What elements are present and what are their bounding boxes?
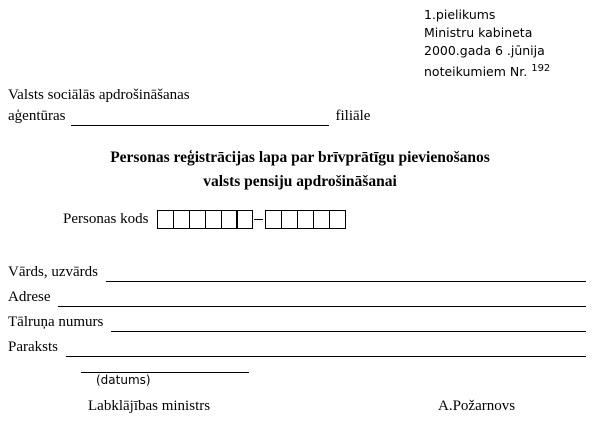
field-label-signature: Paraksts (8, 339, 58, 355)
page-title-line-1: Personas reģistrācijas lapa par brīvprātīgu pievienošanos (110, 149, 490, 166)
agency-line-2: aģentūras (8, 108, 66, 124)
code-box[interactable] (157, 210, 174, 229)
annex-block (424, 6, 550, 81)
code-box[interactable] (205, 210, 222, 229)
personal-code-row (63, 210, 344, 229)
field-input-name[interactable] (106, 265, 586, 282)
code-separator-dash (254, 219, 263, 220)
code-box[interactable] (173, 210, 190, 229)
field-row-address (8, 282, 592, 307)
personal-code-input[interactable] (157, 210, 344, 229)
code-box[interactable] (221, 210, 238, 229)
annex-regulation-label: noteikumiem Nr. (424, 64, 532, 80)
annex-line-2: Ministru kabineta (424, 25, 533, 40)
branch-label: filiāle (335, 108, 371, 124)
code-box[interactable] (265, 210, 282, 229)
code-box[interactable] (329, 210, 346, 229)
code-box[interactable] (189, 210, 206, 229)
minister-position: Labklājības ministrs (88, 398, 211, 414)
field-input-phone[interactable] (111, 315, 586, 332)
code-box[interactable] (297, 210, 314, 229)
page-title-line-2: valsts pensiju apdrošināšanai (203, 173, 397, 190)
personal-code-label: Personas kods (63, 211, 149, 227)
code-box[interactable] (313, 210, 330, 229)
form-fields (8, 257, 592, 357)
field-label-address: Adrese (8, 289, 51, 305)
agency-branch-row (8, 106, 370, 126)
field-row-signature (8, 332, 592, 357)
field-row-phone (8, 307, 592, 332)
agency-line-1: Valsts sociālās apdrošināšanas (8, 87, 190, 103)
page-title (0, 146, 600, 194)
code-box[interactable] (236, 210, 253, 229)
annex-line-3: 2000.gada 6 .jūnija (424, 43, 545, 58)
date-caption: (datums) (96, 373, 151, 387)
code-box[interactable] (281, 210, 298, 229)
field-input-address[interactable] (58, 290, 586, 307)
annex-line-1: 1.pielikums (424, 7, 496, 22)
field-row-name (8, 257, 592, 282)
annex-regulation-number: 192 (531, 63, 551, 74)
annex-line-4 (424, 60, 550, 81)
minister-name: A.Požarnovs (438, 398, 516, 414)
field-label-name: Vārds, uzvārds (8, 264, 98, 280)
agency-branch-input[interactable] (71, 109, 329, 126)
field-input-signature[interactable] (66, 340, 586, 357)
field-label-phone: Tālruņa numurs (8, 314, 104, 330)
